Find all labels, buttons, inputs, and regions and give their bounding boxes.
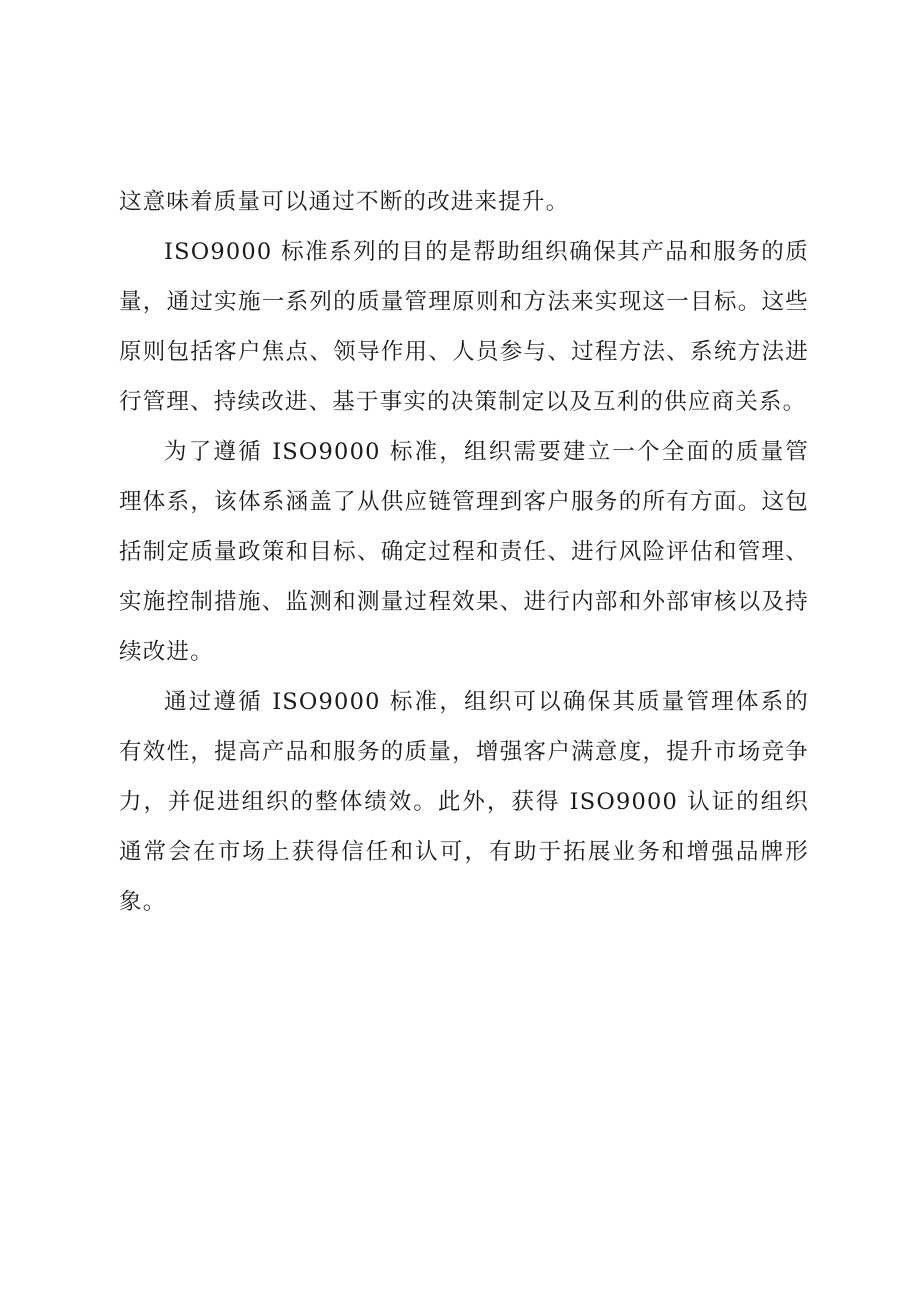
document-body bbox=[119, 177, 809, 927]
paragraph-iso9000-purpose: ISO9000 标准系列的目的是帮助组织确保其产品和服务的质量，通过实施一系列的质量管理原则和方法来实现这一目标。这些原则包括客户焦点、领导作用、人员参与、过程方法、系统方法进行管理、持续改进、基于事实的决策制定以及互利的供应商关系。 bbox=[119, 239, 809, 415]
paragraph-benefits: 通过遵循 ISO9000 标准，组织可以确保其质量管理体系的有效性，提高产品和服务的质量，增强客户满意度，提升市场竞争力，并促进组织的整体绩效。此外，获得 ISO9000 认证的组织通常会在市场上获得信任和认可，有助于拓展业务和增强品牌形象。 bbox=[119, 689, 809, 915]
paragraph-quality-system: 为了遵循 ISO9000 标准，组织需要建立一个全面的质量管理体系，该体系涵盖了从供应链管理到客户服务的所有方面。这包括制定质量政策和目标、确定过程和责任、进行风险评估和管理、实施控制措施、监测和测量过程效果、进行内部和外部审核以及持续改进。 bbox=[119, 439, 809, 665]
paragraph-continuation: 这意味着质量可以通过不断的改进来提升。 bbox=[119, 189, 570, 215]
